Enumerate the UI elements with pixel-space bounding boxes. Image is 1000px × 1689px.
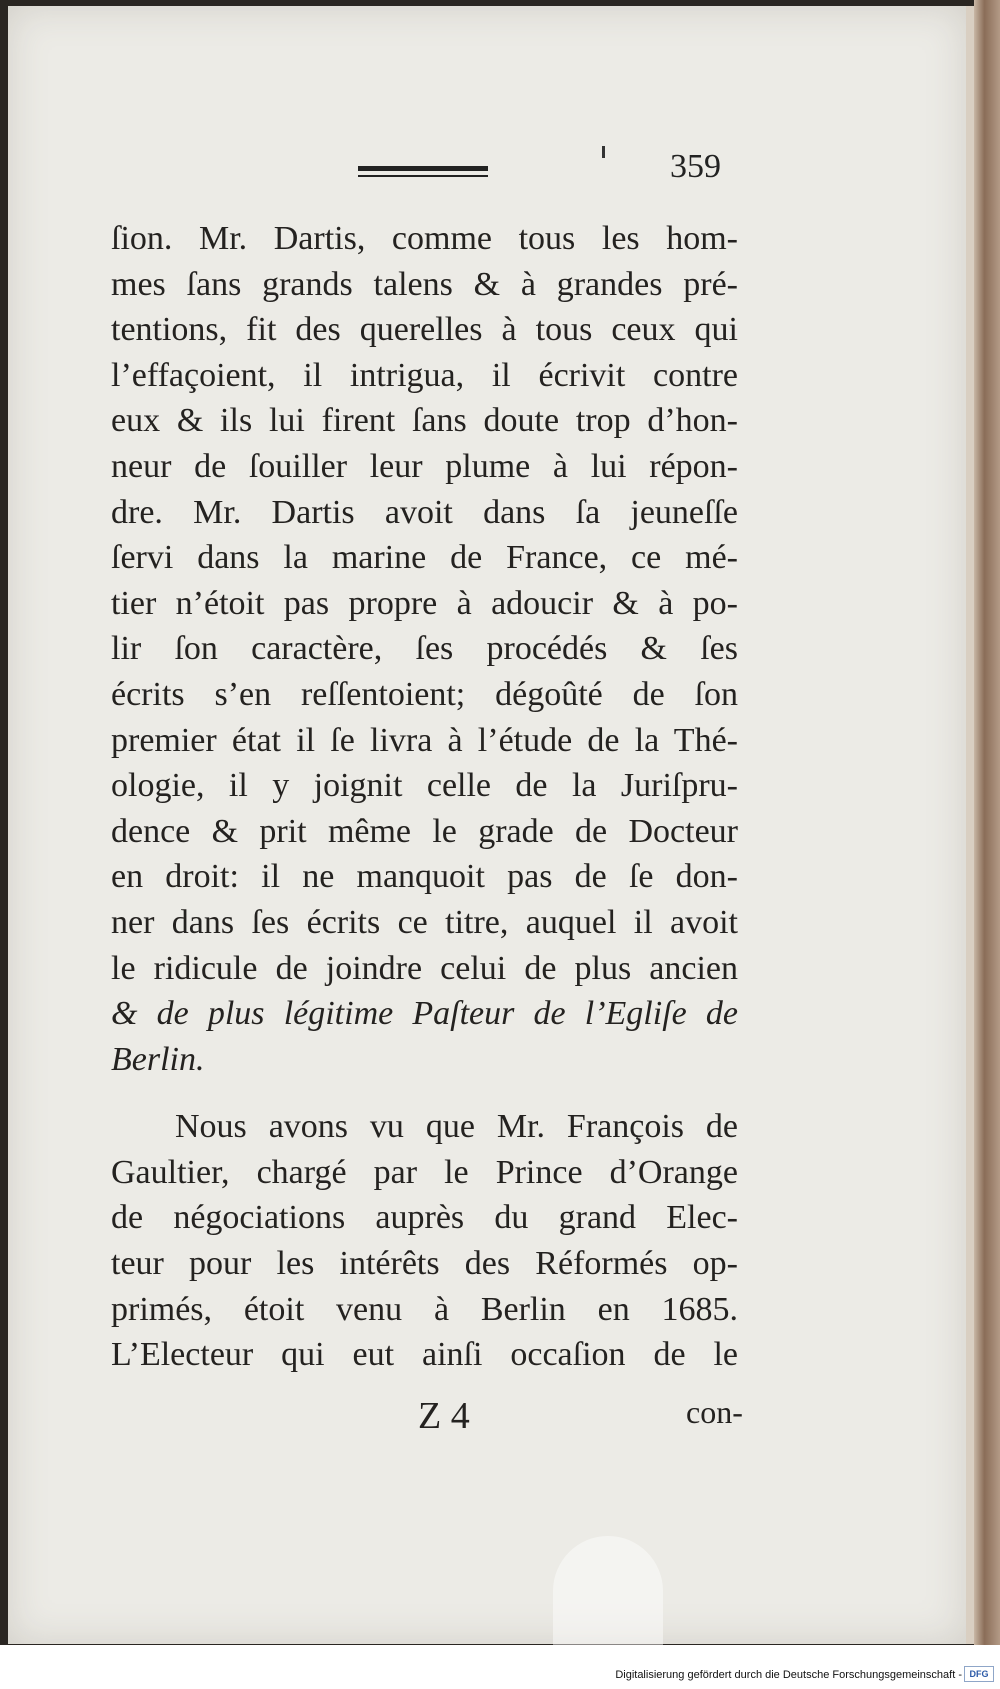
text-line: dence & prit même le grade de Docteur (111, 812, 738, 850)
text-line: dre. Mr. Dartis avoit dans ſa jeuneſſe (111, 493, 738, 531)
catchword: con- (686, 1394, 743, 1430)
text-line: mes ſans grands talens & à grandes pré- (111, 265, 738, 303)
text-line: en droit: il ne manquoit pas de ſe don- (111, 858, 738, 896)
thumb-notch (553, 1536, 663, 1646)
signature-mark: Z 4 (418, 1395, 470, 1437)
text-line: eux & ils lui firent ſans doute trop d’hon- (111, 402, 738, 440)
text-line: écrits s’en reſſentoient; dégoûté de ſon (111, 675, 738, 713)
text-line: ner dans ſes écrits ce titre, auquel il avoit (111, 903, 738, 941)
page-mark (602, 146, 605, 158)
text-line: teur pour les intérêts des Réformés op- (111, 1245, 738, 1283)
text-line: le ridicule de joindre celui de plus ancien (111, 949, 738, 987)
text-line: Gaultier, chargé par le Prince d’Orange (111, 1153, 738, 1191)
body-text (111, 216, 738, 1378)
page-number: 359 (670, 148, 721, 185)
dfg-logo-icon: DFG (964, 1666, 994, 1682)
text-line: lir ſon caractère, ſes procédés & ſes (111, 630, 738, 668)
text-line: ſervi dans la marine de France, ce mé- (111, 539, 738, 577)
header-rule (358, 166, 488, 177)
text-line: tier n’étoit pas propre à adoucir & à po- (111, 584, 738, 622)
text-line: l’effaçoient, il intrigua, il écrivit contre (111, 356, 738, 394)
text-line: neur de ſouiller leur plume à lui répon- (111, 447, 738, 485)
text-line: L’Electeur qui eut ainſi occaſion de le (111, 1336, 738, 1374)
text-line: Berlin. (111, 1040, 205, 1078)
text-line: tentions, fit des querelles à tous ceux qui (111, 311, 738, 349)
text-line: ſion. Mr. Dartis, comme tous les hom- (111, 220, 738, 257)
text-line: primés, étoit venu à Berlin en 1685. (111, 1290, 738, 1328)
text-line: de négociations auprès du grand Elec- (111, 1199, 738, 1237)
text-line: Nous avons vu que Mr. François de (175, 1108, 738, 1146)
text-line: premier état il ſe livra à l’étude de la Thé- (111, 721, 738, 759)
book-page (8, 6, 976, 1644)
text-line: & de plus légitime Paſteur de l’Egliſe de (111, 995, 738, 1033)
footer-strip (0, 1645, 1000, 1689)
footer-credit: Digitalisierung gefördert durch die Deutsche Forschungsgemeinschaft - (615, 1669, 962, 1681)
page-edge (974, 0, 1000, 1645)
text-line: ologie, il y joignit celle de la Juriſpru- (111, 767, 738, 805)
